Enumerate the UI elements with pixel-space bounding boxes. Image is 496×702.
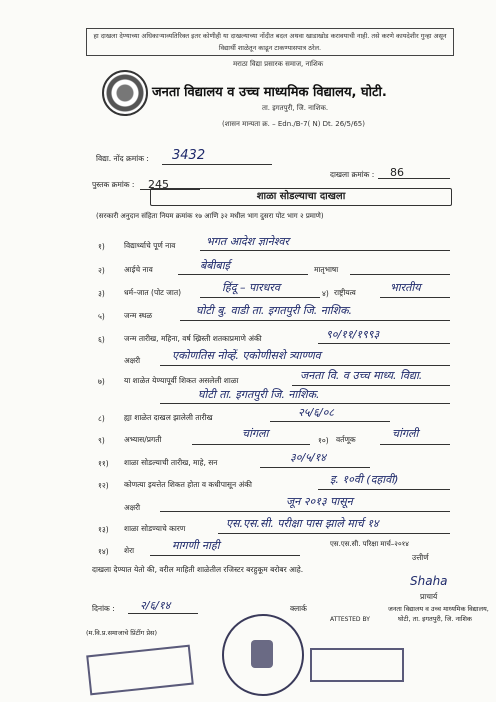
birth-place-value: घोटी बु. वाडी ता. इगतपुरी जि. नाशिक. xyxy=(196,304,353,317)
admission-date-label: ह्या शाळेत दाखल झालेली तारीख xyxy=(124,413,213,422)
row-num: ११) xyxy=(98,459,109,468)
book-no-label: पुस्तक क्रमांक : xyxy=(92,180,135,189)
conduct-value: चांगली xyxy=(392,427,419,440)
birth-date-words-label: अक्षरी xyxy=(124,356,141,365)
previous-school-label: या शाळेत येण्यापूर्वी शिकत असलेली शाळा xyxy=(124,376,239,385)
school-address: ता. इगतपुरी, जि. नाशिक. xyxy=(262,104,329,112)
row-num: ८) xyxy=(98,414,105,423)
row-num: २) xyxy=(98,266,105,275)
birth-date-value: ९०/११/१९९३ xyxy=(326,328,380,341)
principal-signature: Shaha xyxy=(410,574,448,588)
admission-no-label: दाखला क्रमांक : xyxy=(330,170,375,179)
row-num: ९) xyxy=(98,436,105,445)
leaving-reason-value: एस.एस.सी. परीक्षा पास झाले मार्च १४ xyxy=(226,517,379,530)
remarks-value: मागणी नाही xyxy=(172,539,220,552)
student-name-label: विद्यार्थ्याचे पूर्ण नाव xyxy=(124,241,176,250)
principal-label: प्राचार्य xyxy=(420,592,438,601)
press-name: (म.वि.प्र.समाजाचे प्रिंटींग प्रेस) xyxy=(86,629,157,637)
row-num: १३) xyxy=(98,525,109,534)
row-num: १०) xyxy=(318,436,329,445)
reg-no-value: 3432 xyxy=(172,148,206,163)
certify-text: दाखला देण्यात येतो की, वरील माहिती शाळेतील रजिस्टर बरहुकूम बरोबर आहे. xyxy=(92,565,304,574)
mother-name-label: आईचे नाव xyxy=(124,265,153,274)
previous-school-value: जनता वि. व उच्च माध्य. विद्या. xyxy=(300,369,423,382)
studying-class-value: इ. १०वी (दहावी) xyxy=(330,473,399,486)
student-name-value: भगत आदेश ज्ञानेश्वर xyxy=(206,235,290,248)
leaving-date-value: ३०/५/१४ xyxy=(290,451,327,464)
religion-caste-value: हिंदू – पारधरव xyxy=(222,281,280,294)
row-num: ४) xyxy=(322,289,329,298)
mother-tongue-label: मातृभाषा xyxy=(314,265,339,274)
attestation-stamp-icon xyxy=(310,648,404,682)
admission-no-value: 86 xyxy=(390,166,404,179)
remarks-label: शेरा xyxy=(124,546,135,555)
row-num: १२) xyxy=(98,481,109,490)
principal-school: जनता विद्यालय व उच्च माध्यमिक विद्यालय, xyxy=(388,605,489,613)
studying-class-label: कोणत्या इयत्तेत शिकत होता व कधीपासून अंकी xyxy=(124,480,252,489)
progress-value: चांगला xyxy=(242,427,269,440)
certificate-title: शाळा सोडल्याचा दाखला xyxy=(150,188,452,206)
passed-label: उत्तीर्ण xyxy=(412,553,429,562)
progress-label: अभ्यास/प्रगती xyxy=(124,435,162,444)
clerk-label: क्लार्क xyxy=(290,604,307,613)
school-name: जनता विद्यालय व उच्च माध्यमिक विद्यालय, घोटी. xyxy=(152,85,387,100)
conduct-label: वर्तणूक xyxy=(336,435,356,444)
date-label: दिनांक : xyxy=(92,604,115,613)
row-num: ३) xyxy=(98,289,105,298)
recognition-line: (शासन मान्यता क्र. – Edn./B-7( N) Dt. 26/5/65) xyxy=(222,120,365,128)
class-words-value: जून २०१३ पासून xyxy=(286,495,353,508)
principal-address: घोटी, ता. इगतपुरी, जि. नाशिक xyxy=(398,615,472,623)
row-num: १४) xyxy=(98,547,109,556)
leaving-reason-label: शाळा सोडण्याचे कारण xyxy=(124,524,186,533)
official-seal-stamp-icon xyxy=(222,614,304,696)
book-no-value: 245 xyxy=(148,178,169,191)
row-num: १) xyxy=(98,242,105,251)
birth-date-words-value: एकोणतिस नोव्हें. एकोणीसशे त्र्याण्णव xyxy=(172,349,321,362)
rubber-stamp-icon xyxy=(86,645,194,696)
admission-date-value: २५/६/०८ xyxy=(298,406,335,419)
nationality-value: भारतीय xyxy=(390,281,421,294)
nationality-label: राष्ट्रीयत्व xyxy=(334,288,356,297)
row-num: ७) xyxy=(98,377,105,386)
previous-school-value-line2: घोटी ता. इगतपुरी जि. नाशिक. xyxy=(198,388,320,401)
religion-caste-label: धर्म–जात (पोट जात) xyxy=(124,288,182,297)
birth-place-label: जन्म स्थळ xyxy=(124,311,153,320)
notice-box xyxy=(86,28,454,56)
row-num: ६) xyxy=(98,335,105,344)
leaving-date-label: शाळा सोडल्याची तारीख, माहे, सन xyxy=(124,458,218,467)
society-name: मराठा विद्या प्रसारक समाज, नाशिक xyxy=(233,60,324,68)
date-value: २/६/१४ xyxy=(140,599,171,612)
ssc-exam-label: एस.एस.सी. परिक्षा मार्च–२०१४ xyxy=(330,540,409,548)
class-words-label: अक्षरी xyxy=(124,503,141,512)
notice-text: हा दाखला देण्याच्या अधिकाऱ्याव्यतिरिक्त इतर कोणीही या दाखल्याच्या नोंदीत बदल अथवा खाडाखोड करावयाची नाही. तसे करणे कायदेशीर गुन्हा असून विद्यार्थी शाळेतून काढून टाकण्यासपात्र ठरेल. xyxy=(93,32,447,52)
mother-name-value: बेबीबाई xyxy=(200,259,230,272)
birth-date-label: जन्म तारीख, महिना, वर्ष ख्रिस्ती शतकाप्रमाणे अंकी xyxy=(124,334,262,343)
row-num: ५) xyxy=(98,312,105,321)
rule-reference: (सरकारी अनुदान संहिता नियम क्रमांक १७ आणि ३२ मधील भाग दुसरा पोट भाग २ प्रमाणे) xyxy=(96,212,324,220)
attested-label: ATTESTED BY xyxy=(330,616,370,623)
reg-no-label: विद्या. नोंद क्रमांक : xyxy=(96,154,149,163)
school-logo-icon xyxy=(102,70,148,116)
